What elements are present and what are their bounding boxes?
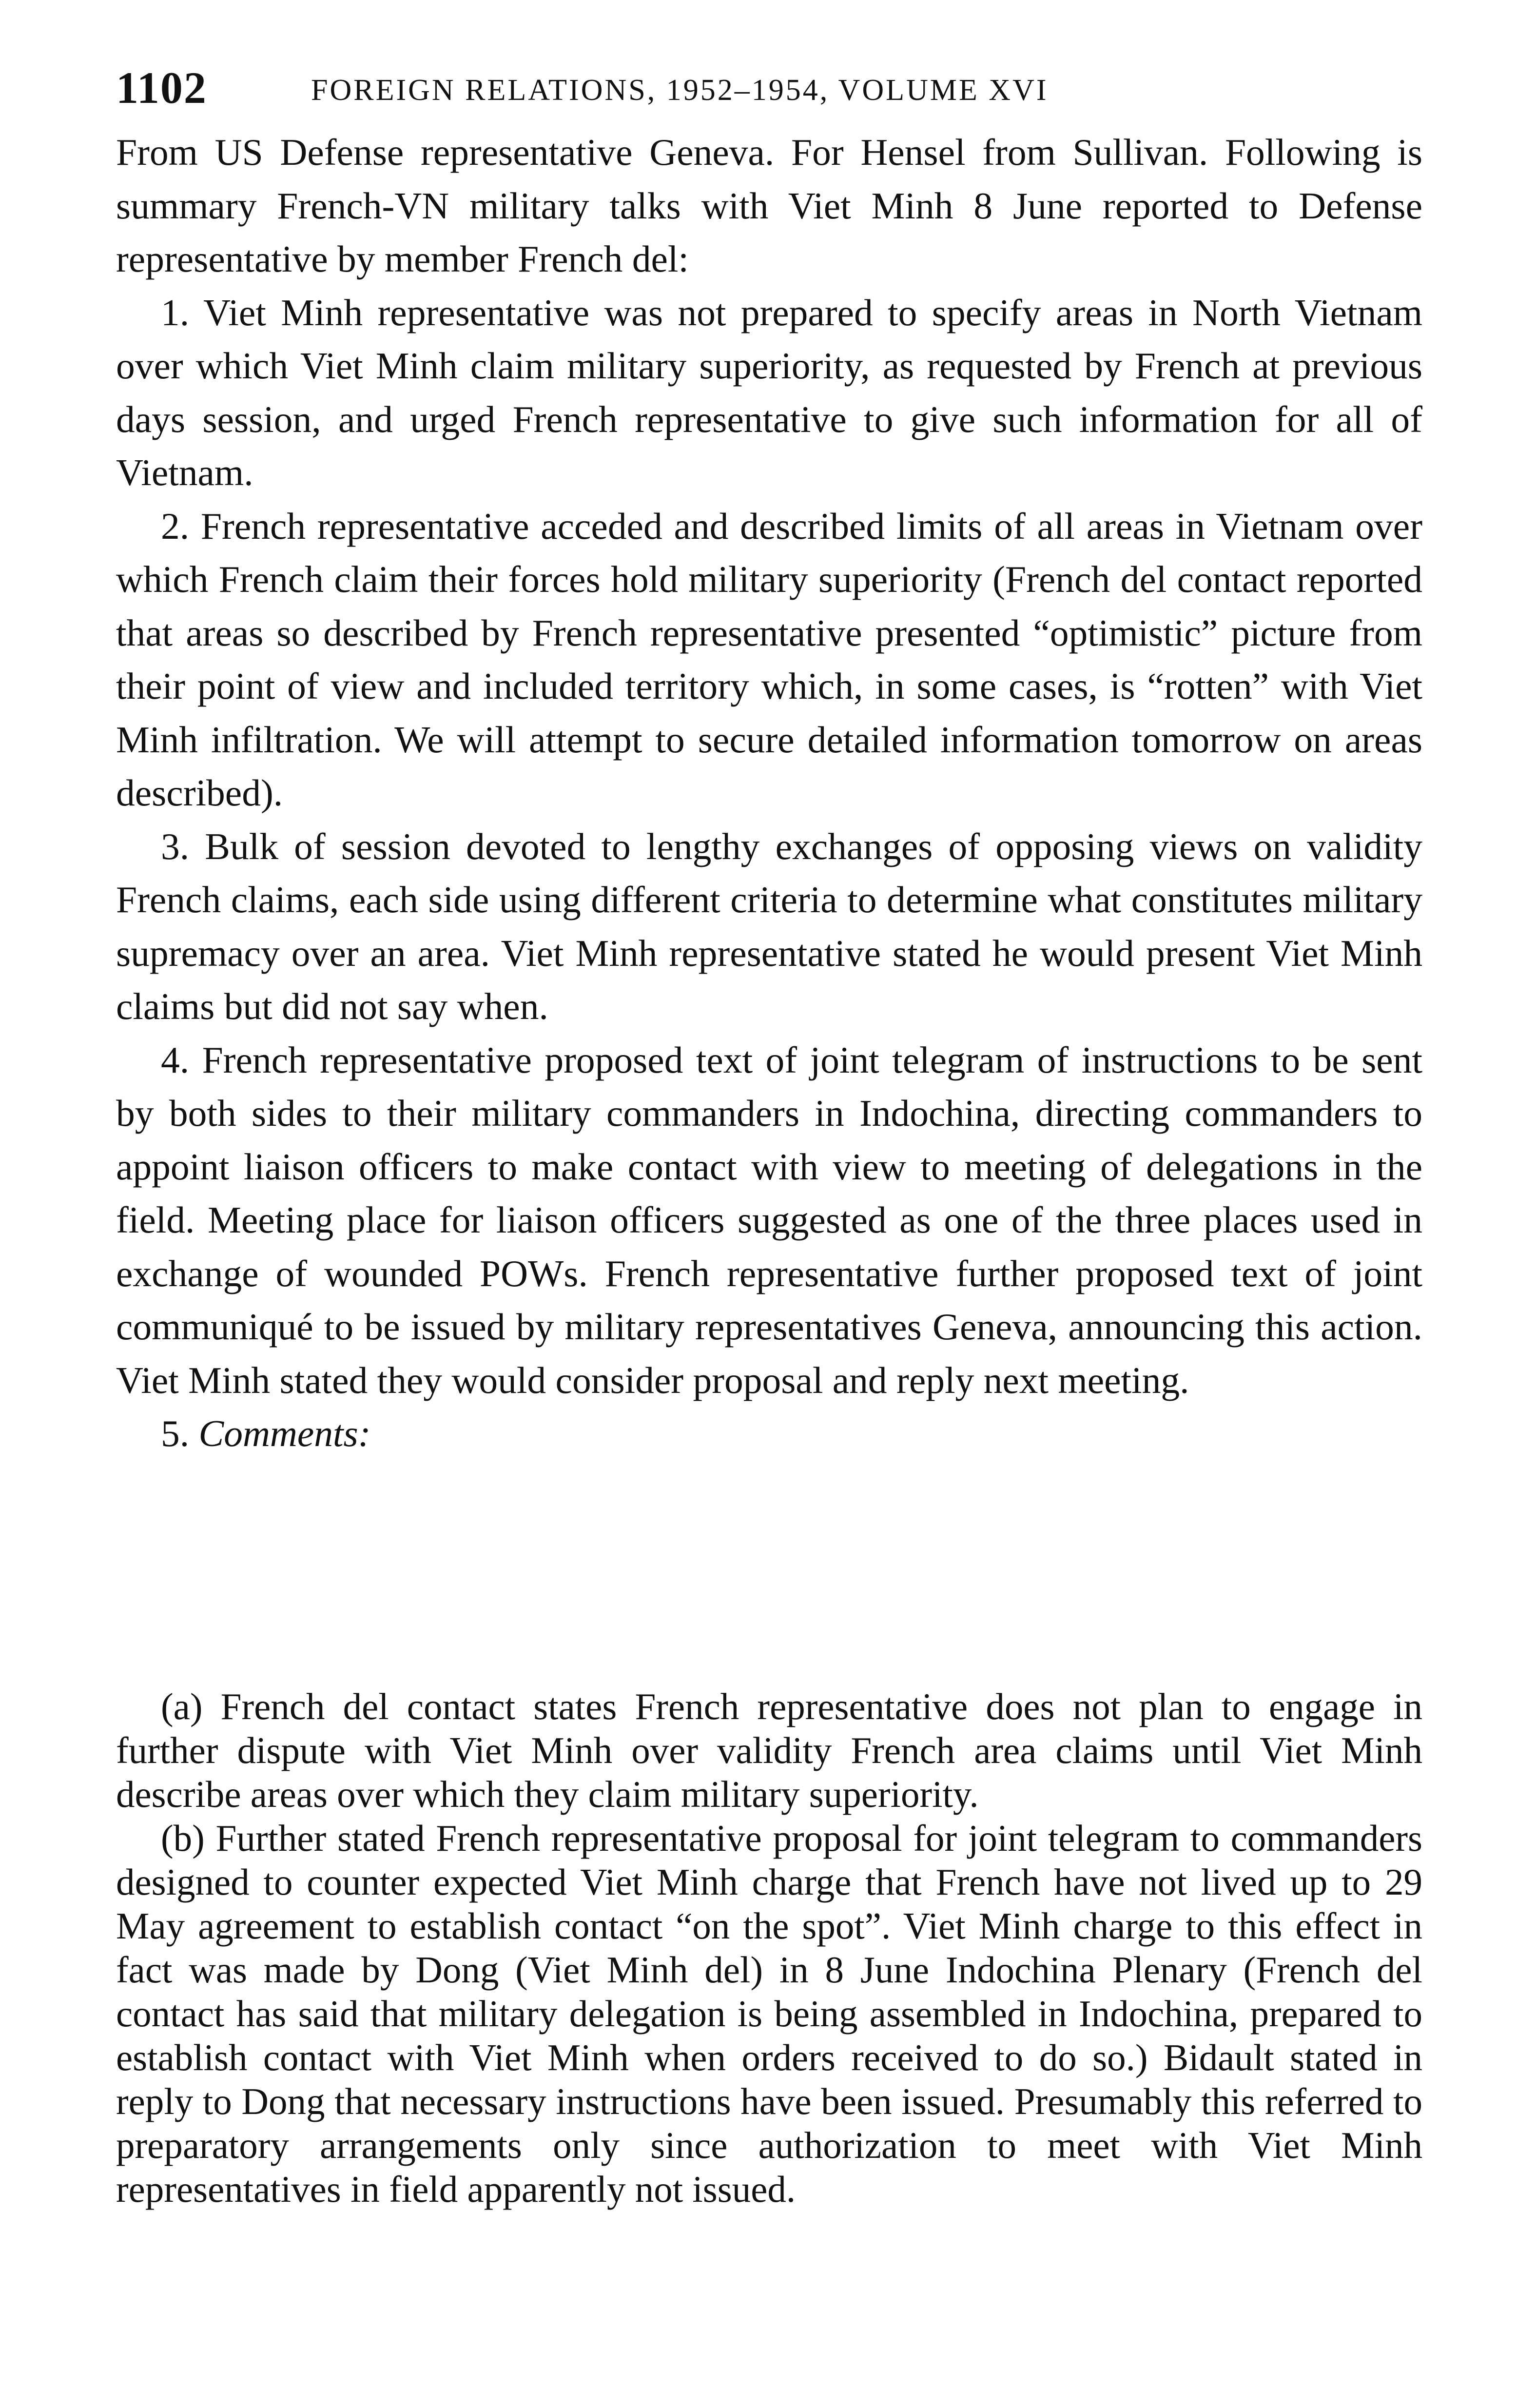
- comment-b-marker: (b): [161, 1817, 205, 1859]
- item-2-paragraph: 2. French representative acceded and described limits of all areas in Vietnam over which French claim their forces hold military superiority (French del contact reported that areas so described by French representative presented “optimistic” picture from their point of view and included territory which, in some cases, is “rotten” with Viet Minh infiltration. We will attempt to secure detailed information tomorrow on areas described).: [116, 505, 1422, 814]
- page-number: 1102: [116, 63, 207, 113]
- item-5-number: 5.: [161, 1412, 190, 1454]
- opening-paragraph: From US Defense representative Geneva. For Hensel from Sullivan. Following is summary French-VN military talks with Viet Minh 8 June reported to Defense representative by member French del:: [116, 131, 1422, 280]
- comments-heading: [116, 1407, 1422, 1461]
- comment-b-text: Further stated French representative proposal for joint telegram to commanders designed to counter expected Viet Minh charge that French have not lived up to 29 May agreement to establish contact “on the spot”. Viet Minh charge to this effect in fact was made by Dong (Viet Minh del) in 8 June Indochina Plenary (French del contact has said that military delegation is being assembled in Indochina, prepared to establish contact with Viet Minh when orders received to do so.) Bidault stated in reply to Dong that necessary instructions have been issued. Presumably this referred to preparatory arrangements only since authorization to meet with Viet Minh representatives in field apparently not issued.: [116, 1817, 1422, 2210]
- comments-section: [116, 1684, 1422, 2211]
- running-head: FOREIGN RELATIONS, 1952–1954, VOLUME XVI: [311, 74, 1049, 107]
- comment-a-text: French del contact states French representative does not plan to engage in further dispute with Viet Minh over validity French area claims until Viet Minh describe areas over which they claim military superiority.: [116, 1685, 1423, 1815]
- comment-a-paragraph: [116, 1684, 1422, 1816]
- item-4-paragraph: 4. French representative proposed text of joint telegram of instructions to be sent by both sides to their military commanders in Indochina, directing commanders to appoint liaison officers to make contact with view to meeting of delegations in the field. Meeting place for liaison officers suggested as one of the three places used in exchange of wounded POWs. French representative further proposed text of joint communiqué to be issued by military representatives Geneva, announcing this action. Viet Minh stated they would consider proposal and reply next meeting.: [116, 1038, 1422, 1401]
- telegram-body: [116, 126, 1422, 1461]
- comments-label: Comments:: [198, 1412, 371, 1454]
- item-3-paragraph: 3. Bulk of session devoted to lengthy exchanges of opposing views on validity French claims, each side using different criteria to determine what constitutes military supremacy over an area. Viet Minh representative stated he would present Viet Minh claims but did not say when.: [116, 825, 1422, 1027]
- comment-b-paragraph: [116, 1816, 1422, 2211]
- comment-a-marker: (a): [161, 1685, 203, 1727]
- page-header: [116, 59, 1432, 117]
- item-1-paragraph: 1. Viet Minh representative was not prepared to specify areas in North Vietnam over which Viet Minh claim military superiority, as requested by French at previous days session, and urged French representative to give such information for all of Vietnam.: [116, 291, 1422, 493]
